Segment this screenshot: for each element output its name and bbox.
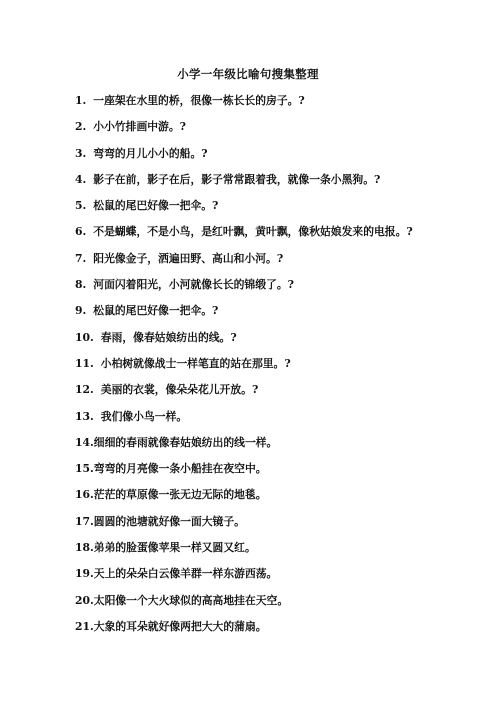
item-text: 美丽的衣裳，像朵朵花儿开放。?: [100, 383, 259, 397]
item-number: 9.: [75, 304, 87, 318]
list-item: [75, 276, 485, 302]
list-item: [75, 434, 485, 460]
page-title: 小学一年级比喻句搜集整理: [177, 67, 319, 81]
item-number: 3.: [75, 146, 87, 160]
list-item: [75, 171, 485, 197]
item-text: 弯弯的月儿小小的船。?: [93, 146, 208, 160]
list-item: [75, 460, 485, 486]
item-number: 20.: [75, 593, 94, 607]
item-text: 细细的春雨就像春姑娘纺出的线一样。: [93, 435, 278, 449]
item-number: 6.: [75, 225, 87, 239]
item-text: 弟弟的脸蛋像苹果一样又圆又红。: [93, 541, 256, 555]
item-number: 4.: [75, 172, 87, 186]
list-item: [75, 250, 485, 276]
item-number: 5.: [75, 199, 87, 213]
list-item: [75, 118, 485, 144]
item-number: 15.: [75, 462, 94, 476]
simile-list: [75, 92, 485, 644]
item-text: 天上的朵朵白云像羊群一样东游西荡。: [93, 567, 278, 581]
list-item: [75, 592, 485, 618]
item-number: 12.: [75, 383, 94, 397]
list-item: [75, 408, 485, 434]
item-text: 影子在前，影子在后，影子常常跟着我，就像一条小黑狗。?: [93, 172, 381, 186]
item-text: 河面闪着阳光，小河就像长长的锦缎了。?: [93, 278, 294, 292]
item-text: 圆圆的池塘就好像一面大镜子。: [93, 514, 245, 528]
item-number: 1.: [75, 94, 87, 107]
item-number: 19.: [75, 567, 94, 581]
item-text: 春雨，像春姑娘纺出的线。?: [100, 330, 237, 344]
list-item: [75, 513, 485, 539]
list-item: [75, 92, 485, 118]
item-number: 8.: [75, 278, 87, 292]
item-text: 大象的耳朵就好像两把大大的蒲扇。: [93, 619, 267, 633]
item-text: 小柏树就像战士一样笔直的站在那里。?: [100, 356, 291, 370]
item-text: 阳光像金子，洒遍田野、高山和小河。?: [93, 251, 284, 265]
item-number: 18.: [75, 541, 94, 555]
item-number: 7.: [75, 251, 87, 265]
list-item: [75, 565, 485, 591]
list-item: [75, 355, 485, 381]
list-item: [75, 197, 485, 223]
item-number: 2.: [75, 120, 87, 134]
item-text: 我们像小鸟一样。: [100, 409, 188, 423]
item-number: 21.: [75, 619, 94, 633]
list-item: [75, 618, 485, 644]
item-text: 不是蝴蝶，不是小鸟，是红叶飘，黄叶飘，像秋姑娘发来的电报。?: [93, 225, 413, 239]
item-text: 一座架在水里的桥，很像一栋长长的房子。?: [93, 94, 305, 107]
item-number: 14.: [75, 435, 94, 449]
list-item: [75, 539, 485, 565]
item-number: 11.: [75, 356, 94, 370]
item-number: 17.: [75, 514, 94, 528]
list-item: [75, 223, 485, 249]
item-number: 16.: [75, 488, 94, 502]
item-number: 10.: [75, 330, 94, 344]
item-text: 小小竹排画中游。?: [93, 120, 186, 134]
list-item: [75, 145, 485, 171]
item-text: 松鼠的尾巴好像一把伞。?: [93, 199, 219, 213]
item-text: 太阳像一个大火球似的高高地挂在天空。: [93, 593, 289, 607]
list-item: [75, 381, 485, 407]
list-item: [75, 302, 485, 328]
item-text: 松鼠的尾巴好像一把伞。?: [93, 304, 219, 318]
item-text: 茫茫的草原像一张无边无际的地毯。: [93, 488, 267, 502]
item-text: 弯弯的月亮像一条小船挂在夜空中。: [93, 462, 267, 476]
item-number: 13.: [75, 409, 94, 423]
list-item: [75, 486, 485, 512]
list-item: [75, 329, 485, 355]
